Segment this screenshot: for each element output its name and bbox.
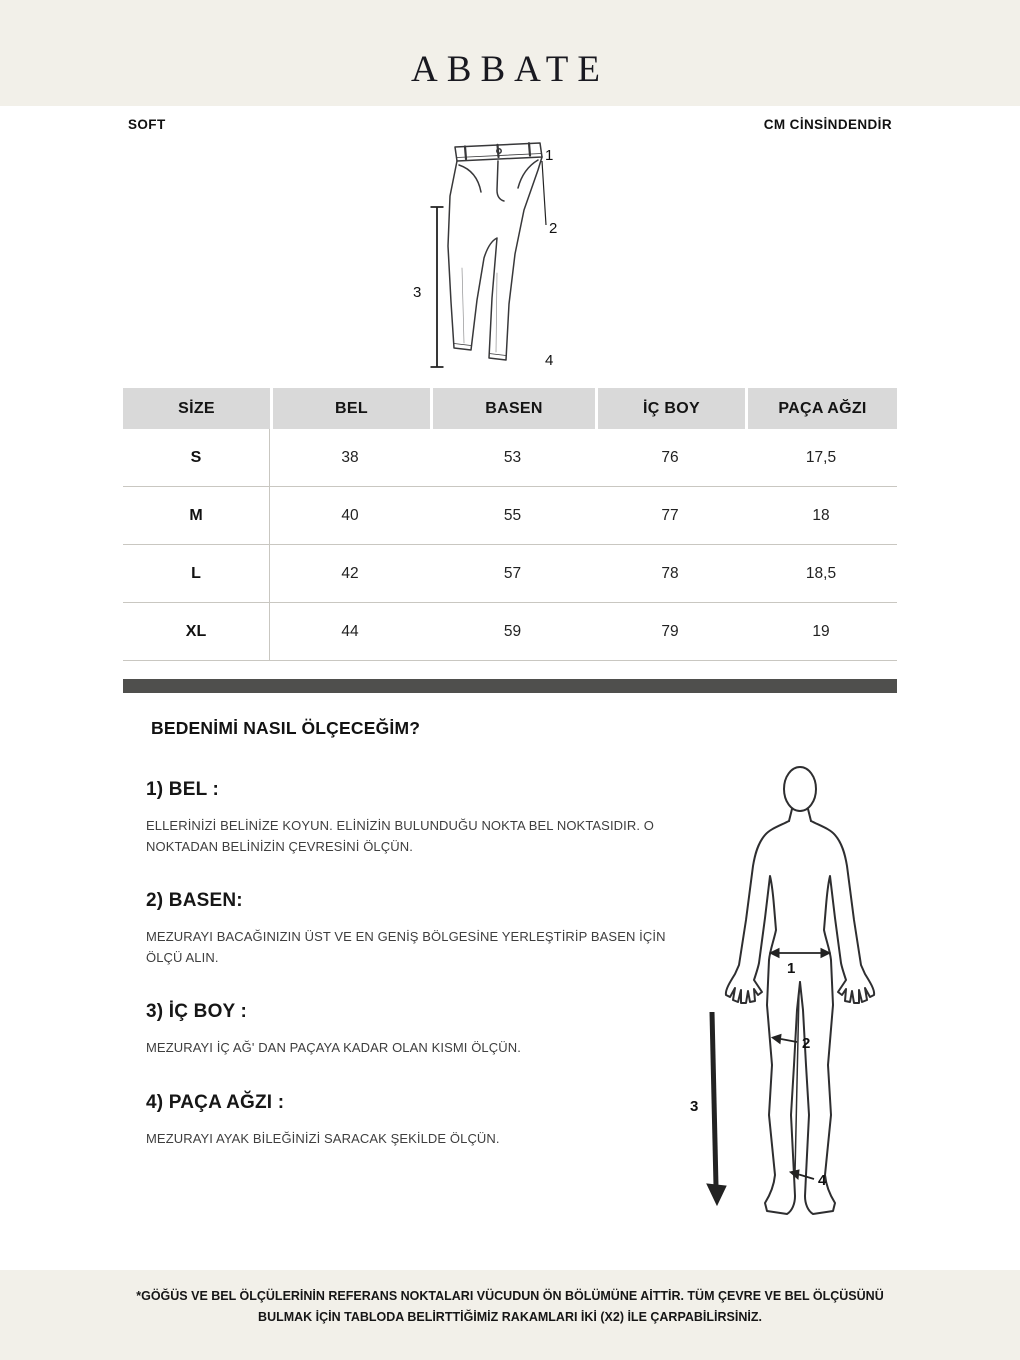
guide-section-body: MEZURAYI AYAK BİLEĞİNİZİ SARACAK ŞEKİLDE ÖLÇÜN. bbox=[146, 1130, 500, 1146]
value-cell: 18,5 bbox=[805, 564, 837, 582]
fit-label: SOFT bbox=[128, 117, 166, 132]
guide-section-ic-boy bbox=[146, 1001, 666, 1059]
body-outline bbox=[726, 767, 874, 1214]
value-cell: 40 bbox=[341, 506, 359, 524]
guide-section-heading: 1) BEL : bbox=[146, 779, 220, 800]
size-table-header bbox=[123, 388, 897, 429]
guide-title: BEDENİMİ NASIL ÖLÇECEĞİM? bbox=[151, 718, 421, 738]
value-cell: 17,5 bbox=[805, 448, 837, 466]
value-cell: 77 bbox=[661, 506, 679, 524]
column-header-bel: BEL bbox=[270, 388, 430, 429]
value-cell: 76 bbox=[661, 448, 679, 466]
table-row bbox=[123, 603, 897, 661]
value-cell: 79 bbox=[661, 622, 679, 640]
footer-note: *GÖĞÜS VE BEL ÖLÇÜLERİNİN REFERANS NOKTALARI VÜCUDUN ÖN BÖLÜMÜNE AİTTİR. TÜM ÇEVRE VE BEL ÖLÇÜSÜNÜ BULMAK İÇİN TABLODA BELİRTTİĞİMİZ RAKAMLARI İKİ (X2) İLE ÇARPABİLİRSİNİZ. bbox=[136, 1289, 884, 1325]
value-cell: 57 bbox=[503, 564, 522, 582]
column-header-ic-boy: İÇ BOY bbox=[595, 388, 745, 429]
value-cell: 42 bbox=[341, 564, 359, 582]
guide-section-basen bbox=[146, 890, 666, 968]
column-header-size: SİZE bbox=[123, 388, 270, 429]
pants-marker-3: 3 bbox=[413, 284, 422, 301]
size-cell: S bbox=[123, 429, 270, 486]
guide-section-paca-agzi bbox=[146, 1092, 666, 1150]
value-cell: 53 bbox=[503, 448, 522, 466]
figure-marker-1: 1 bbox=[787, 960, 796, 977]
body-figure bbox=[666, 758, 934, 1258]
pants-marker-2: 2 bbox=[549, 220, 558, 237]
guide-section-bel bbox=[146, 779, 666, 857]
guide-section-body: MEZURAYI BACAĞINIZIN ÜST VE EN GENİŞ BÖLGESİNE YERLEŞTİRİP BASEN İÇİN ÖLÇÜ ALIN. bbox=[146, 929, 666, 965]
value-cell: 78 bbox=[661, 564, 679, 582]
value-cell: 44 bbox=[341, 622, 359, 640]
pants-marker-4: 4 bbox=[545, 352, 554, 369]
size-cell: M bbox=[123, 487, 270, 544]
pants-diagram bbox=[405, 138, 605, 378]
column-header-paca-agzi: PAÇA AĞZI bbox=[745, 388, 897, 429]
figure-marker-2: 2 bbox=[802, 1035, 811, 1052]
size-table bbox=[123, 388, 897, 661]
divider-bar bbox=[123, 679, 897, 693]
guide-section-heading: 4) PAÇA AĞZI : bbox=[146, 1091, 285, 1113]
pants-outline bbox=[448, 143, 542, 360]
size-cell: L bbox=[123, 545, 270, 602]
pants-measure-lines bbox=[431, 161, 547, 367]
guide-section-heading: 3) İÇ BOY : bbox=[146, 1001, 248, 1023]
value-cell: 38 bbox=[341, 448, 359, 466]
value-cell: 59 bbox=[503, 622, 522, 640]
figure-marker-3: 3 bbox=[690, 1098, 699, 1115]
table-row bbox=[123, 545, 897, 603]
size-cell: XL bbox=[123, 603, 270, 660]
pants-marker-labels bbox=[413, 147, 557, 369]
measure-guide bbox=[146, 779, 666, 1182]
guide-section-body: MEZURAYI İÇ AĞ' DAN PAÇAYA KADAR OLAN KISMI ÖLÇÜN. bbox=[146, 1040, 521, 1056]
column-header-basen: BASEN bbox=[430, 388, 595, 429]
unit-label: CM CİNSİNDENDİR bbox=[763, 117, 892, 132]
value-cell: 18 bbox=[812, 506, 830, 524]
guide-section-heading: 2) BASEN: bbox=[146, 890, 243, 912]
value-cell: 55 bbox=[503, 506, 522, 524]
figure-marker-4: 4 bbox=[818, 1172, 827, 1189]
brand-logo: ABBATE bbox=[411, 49, 609, 90]
pants-marker-1: 1 bbox=[545, 147, 554, 164]
table-row bbox=[123, 429, 897, 487]
value-cell: 19 bbox=[812, 622, 830, 640]
guide-section-body: ELLERİNİZİ BELİNİZE KOYUN. ELİNİZİN BULUNDUĞU NOKTA BEL NOKTASIDIR. O NOKTADAN BELİNİZİN ÇEVRESİNİ ÖLÇÜN. bbox=[146, 818, 654, 854]
table-row bbox=[123, 487, 897, 545]
